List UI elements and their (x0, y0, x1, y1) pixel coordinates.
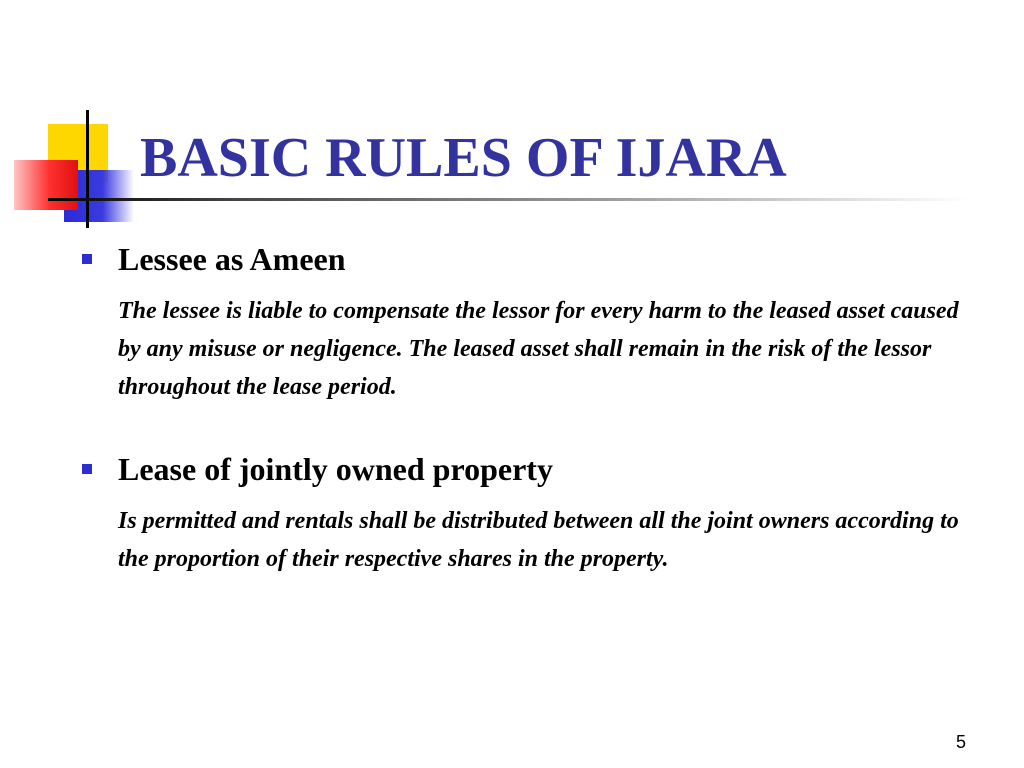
rule-item (80, 236, 980, 406)
bullet-icon (82, 464, 92, 474)
rule-heading: Lessee as Ameen (118, 241, 346, 277)
rule-body: The lessee is liable to compensate the lessor for every harm to the leased asset caused by any misuse or negligence. The leased asset shall remain in the risk of the lessor throughout the lease period. (118, 298, 959, 400)
title-underline (48, 198, 968, 201)
rule-item (80, 446, 980, 578)
logo-vertical-line (86, 110, 89, 228)
logo-yellow-square (48, 124, 108, 182)
rules-list (80, 236, 980, 578)
logo-red-square (14, 160, 78, 210)
decorative-logo (0, 0, 1024, 240)
logo-blue-square (64, 170, 134, 222)
slide-title: BASIC RULES OF IJARA (140, 127, 787, 189)
rule-heading: Lease of jointly owned property (118, 451, 553, 487)
rule-body: Is permitted and rentals shall be distributed between all the joint owners according to the proportion of their respective shares in the property. (118, 508, 959, 572)
page-number: 5 (955, 732, 966, 752)
bullet-icon (82, 254, 92, 264)
